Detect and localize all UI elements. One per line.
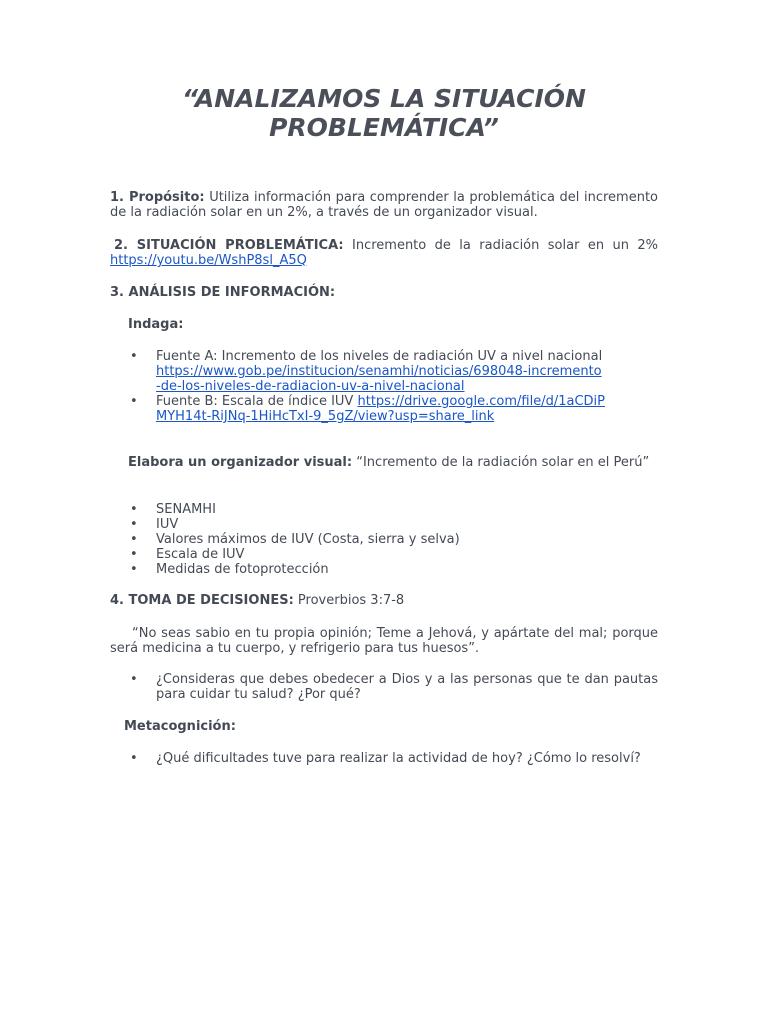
list-item (110, 532, 658, 547)
source-b-link[interactable]: https://drive.google.com/file/d/1aCDiPMYH14t-RiJNq-1HiHcTxI-9_5gZ/view?usp=share_link (156, 394, 605, 424)
organizer-items-list (110, 502, 658, 577)
bullet-icon: • (130, 502, 138, 517)
bullet-icon: • (130, 562, 138, 577)
item-text: IUV (156, 517, 179, 532)
quote-text: “No seas sabio en tu propia opinión; Teme a Jehová, y apártate del mal; porque será medicina a tu cuerpo, y refrigerio para tus huesos”. (110, 626, 658, 656)
item-text: Escala de IUV (156, 547, 245, 562)
decisiones-label: 4. TOMA DE DECISIONES: (110, 593, 294, 608)
decision-question-list (110, 672, 658, 702)
list-item (110, 502, 658, 517)
sources-list (110, 349, 658, 424)
source-a-text: Fuente A: Incremento de los niveles de radiación UV a nivel nacional (156, 349, 603, 364)
organizer-instruction (110, 455, 658, 470)
bullet-icon: • (130, 672, 138, 687)
indaga-label: Indaga: (128, 317, 184, 332)
decision-question: ¿Consideras que debes obedecer a Dios y a las personas que te dan pautas para cuidar tu salud? ¿Por qué? (156, 672, 658, 702)
bullet-icon: • (130, 517, 138, 532)
page-title (110, 84, 658, 142)
section-analisis-heading (110, 285, 658, 300)
situacion-video-link[interactable]: https://youtu.be/WshP8sl_A5Q (110, 253, 307, 268)
title-line-2: PROBLEMÁTICA” (269, 113, 499, 142)
bullet-icon: • (130, 394, 138, 409)
item-text: Valores máximos de IUV (Costa, sierra y selva) (156, 532, 460, 547)
metacognicion-list (110, 751, 658, 766)
proposito-label: 1. Propósito: (110, 190, 205, 205)
decisiones-ref: Proverbios 3:7-8 (297, 593, 405, 608)
list-item (110, 517, 658, 532)
list-item (110, 562, 658, 577)
title-line-1: “ANALIZAMOS LA SITUACIÓN (182, 84, 586, 113)
metacognicion-label: Metacognición: (124, 719, 236, 734)
list-item (110, 349, 658, 394)
metacognicion-heading (110, 719, 672, 734)
section-situacion (110, 238, 658, 268)
item-text: Medidas de fotoprotección (156, 562, 329, 577)
source-b-text: Fuente B: Escala de índice IUV (156, 394, 354, 409)
bullet-icon: • (130, 532, 138, 547)
situacion-text: Incremento de la radiación solar en un 2% (352, 238, 658, 253)
source-a-link[interactable]: https://www.gob.pe/institucion/senamhi/noticias/698048-incremento-de-los-niveles-de-radiacion-uv-a-nivel-nacional (156, 364, 602, 394)
bullet-icon: • (130, 751, 138, 766)
list-item (110, 672, 658, 702)
situacion-label: 2. SITUACIÓN PROBLEMÁTICA: (114, 238, 344, 253)
item-text: SENAMHI (156, 502, 216, 517)
list-item (110, 394, 658, 424)
analisis-heading: 3. ANÁLISIS DE INFORMACIÓN: (110, 285, 336, 300)
metacognicion-question: ¿Qué dificultades tuve para realizar la actividad de hoy? ¿Cómo lo resolví? (156, 751, 641, 766)
bullet-icon: • (130, 547, 138, 562)
organizer-label: Elabora un organizador visual: (128, 455, 353, 470)
indaga-heading (110, 317, 676, 332)
bible-quote (110, 626, 658, 656)
section-proposito (110, 190, 658, 220)
proposito-text: Utiliza información para comprender la problemática del incremento de la radiación solar en un 2%, a través de un organizador visual. (110, 190, 658, 220)
section-decisiones (110, 593, 658, 608)
bullet-icon: • (130, 349, 138, 364)
list-item (110, 547, 658, 562)
list-item (110, 751, 658, 766)
organizer-text: “Incremento de la radiación solar en el Perú” (356, 455, 650, 470)
